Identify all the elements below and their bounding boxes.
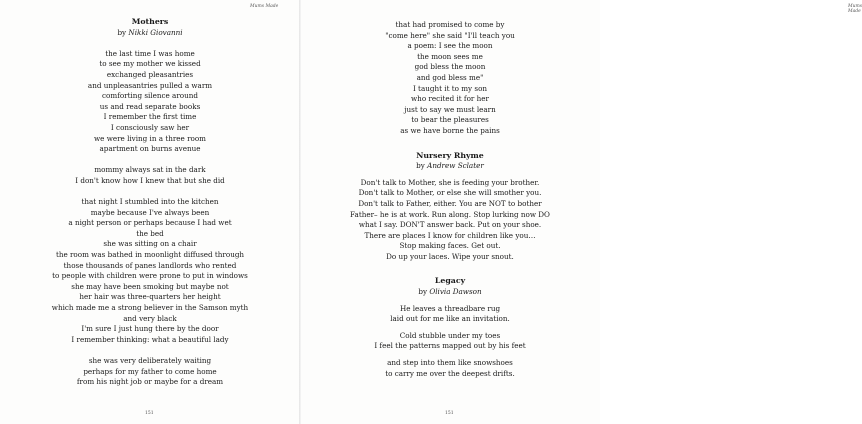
running-header-left: Mums Made bbox=[250, 4, 279, 9]
poem-line: she may have been smoking but maybe not bbox=[71, 281, 229, 291]
poem-line: Don't talk to Mother, or else she will smother you. bbox=[358, 188, 542, 198]
poem-line: Don't talk to Father, either. You are NOT to bother bbox=[358, 198, 542, 208]
poem-line: "come here" she said "I'll teach you bbox=[385, 30, 515, 40]
left-column bbox=[20, 17, 280, 388]
poem-line: she was very deliberately waiting bbox=[88, 356, 212, 365]
mothers-continuation bbox=[320, 20, 580, 137]
right-page bbox=[300, 0, 862, 424]
author-olivia-dawson: Olivia Dawson bbox=[429, 287, 482, 297]
poem-title-mothers: Mothers bbox=[131, 17, 169, 26]
poem-line: her hair was three-quarters her height bbox=[79, 292, 221, 302]
poem-title-nursery-rhyme: Nursery Rhyme bbox=[416, 150, 484, 160]
poem-line: the moon sees me bbox=[417, 51, 483, 61]
poem-line: a poem: I see the moon bbox=[407, 41, 493, 51]
poem-byline-nursery-rhyme bbox=[320, 161, 580, 172]
author-nikki-giovanni: Nikki Giovanni bbox=[128, 27, 183, 37]
poem-line: Stop making faces. Get out. bbox=[399, 241, 501, 251]
stanza-1 bbox=[20, 49, 280, 155]
poem-line: to people with children were prone to put in windows bbox=[52, 271, 248, 281]
poem-line: Cold stubble under my toes bbox=[399, 330, 501, 340]
poem-line: she was sitting on a chair bbox=[103, 239, 197, 249]
poem-line: that night I stumbled into the kitchen bbox=[81, 197, 219, 207]
poem-line: we were living in a three room bbox=[94, 133, 206, 143]
poem-line: perhaps for my father to come home bbox=[83, 366, 217, 376]
poem-line: the bed bbox=[136, 228, 164, 238]
legacy-stanza-1 bbox=[320, 304, 580, 325]
poem-line: us and read separate books bbox=[99, 101, 201, 111]
poem-line: the room was bathed in moonlight diffused through bbox=[55, 250, 245, 260]
poem-line: comforting silence around bbox=[102, 91, 198, 101]
nursery-rhyme-body bbox=[320, 178, 580, 263]
poem-line: I'm sure I just hung there by the door bbox=[81, 324, 219, 334]
poem-line: god bless the moon bbox=[414, 62, 486, 72]
poem-line: Father– he is at work. Run along. Stop lurking now DO bbox=[350, 209, 550, 219]
legacy-stanza-3 bbox=[320, 358, 580, 379]
poem-line: those thousands of panes landlords who rented bbox=[63, 260, 237, 270]
stanza-3 bbox=[20, 197, 280, 345]
poem-line: the last time I was home bbox=[105, 48, 195, 58]
poem-line: There are places I know for children like you… bbox=[364, 230, 536, 240]
poem-line: laid out for me like an invitation. bbox=[390, 314, 510, 324]
poem-line: He leaves a threadbare rug bbox=[399, 303, 501, 313]
left-page bbox=[0, 0, 300, 424]
poem-line: I feel the patterns mapped out by his feet bbox=[374, 341, 526, 351]
poem-line: exchanged pleasantries bbox=[106, 69, 194, 79]
poem-line: as we have borne the pains bbox=[400, 125, 500, 135]
stanza-4 bbox=[20, 356, 280, 388]
poem-line: I remember thinking: what a beautiful lady bbox=[71, 334, 229, 344]
right-column bbox=[320, 20, 580, 379]
poem-line: and step into them like snowshoes bbox=[387, 358, 513, 368]
author-andrew-sclater: Andrew Sclater bbox=[427, 161, 484, 171]
poem-title-legacy: Legacy bbox=[434, 276, 466, 286]
poem-line: and unpleasantries pulled a warm bbox=[87, 80, 213, 90]
by-label: by bbox=[117, 27, 127, 37]
poem-line: apartment on burns avenue bbox=[99, 144, 201, 154]
poem-line: who recited it for her bbox=[411, 94, 489, 104]
poem-line: Do up your laces. Wipe your snout. bbox=[386, 251, 514, 261]
poem-line: what I say. DON'T answer back. Put on your shoe. bbox=[358, 220, 542, 230]
legacy-stanza-2 bbox=[320, 331, 580, 352]
poem-line: which made me a strong believer in the Samson myth bbox=[51, 303, 249, 313]
running-header-right: Mums Made bbox=[848, 4, 862, 14]
poem-line: and very black bbox=[123, 313, 177, 323]
page-number-left: 151 bbox=[145, 411, 154, 416]
poem-line: I consciously saw her bbox=[110, 122, 190, 132]
poem-line: just to say we must learn bbox=[404, 104, 496, 114]
stanza-2 bbox=[20, 165, 280, 186]
poem-line: to see my mother we kissed bbox=[99, 59, 201, 69]
poem-line: I remember the first time bbox=[103, 112, 197, 122]
poem-line: I taught it to my son bbox=[412, 83, 488, 93]
poem-line: mommy always sat in the dark bbox=[94, 165, 206, 175]
poem-line: I don't know how I knew that but she did bbox=[75, 175, 225, 185]
by-label: by bbox=[416, 161, 425, 171]
poem-line: that had promised to come by bbox=[395, 20, 505, 29]
poem-line: maybe because I've always been bbox=[90, 207, 210, 217]
page-number-right: 151 bbox=[445, 411, 454, 416]
poem-line: from his night job or maybe for a dream bbox=[76, 377, 224, 387]
poem-line: a night person or perhaps because I had wet bbox=[68, 218, 232, 228]
poem-line: and god bless me" bbox=[416, 72, 484, 82]
poem-line: to bear the pleasures bbox=[411, 115, 489, 125]
poem-line: to carry me over the deepest drifts. bbox=[385, 368, 515, 378]
by-label: by bbox=[418, 287, 428, 297]
poem-byline-legacy bbox=[320, 287, 580, 298]
poem-line: Don't talk to Mother, she is feeding your brother. bbox=[360, 177, 540, 187]
poem-byline-mothers bbox=[20, 28, 280, 39]
